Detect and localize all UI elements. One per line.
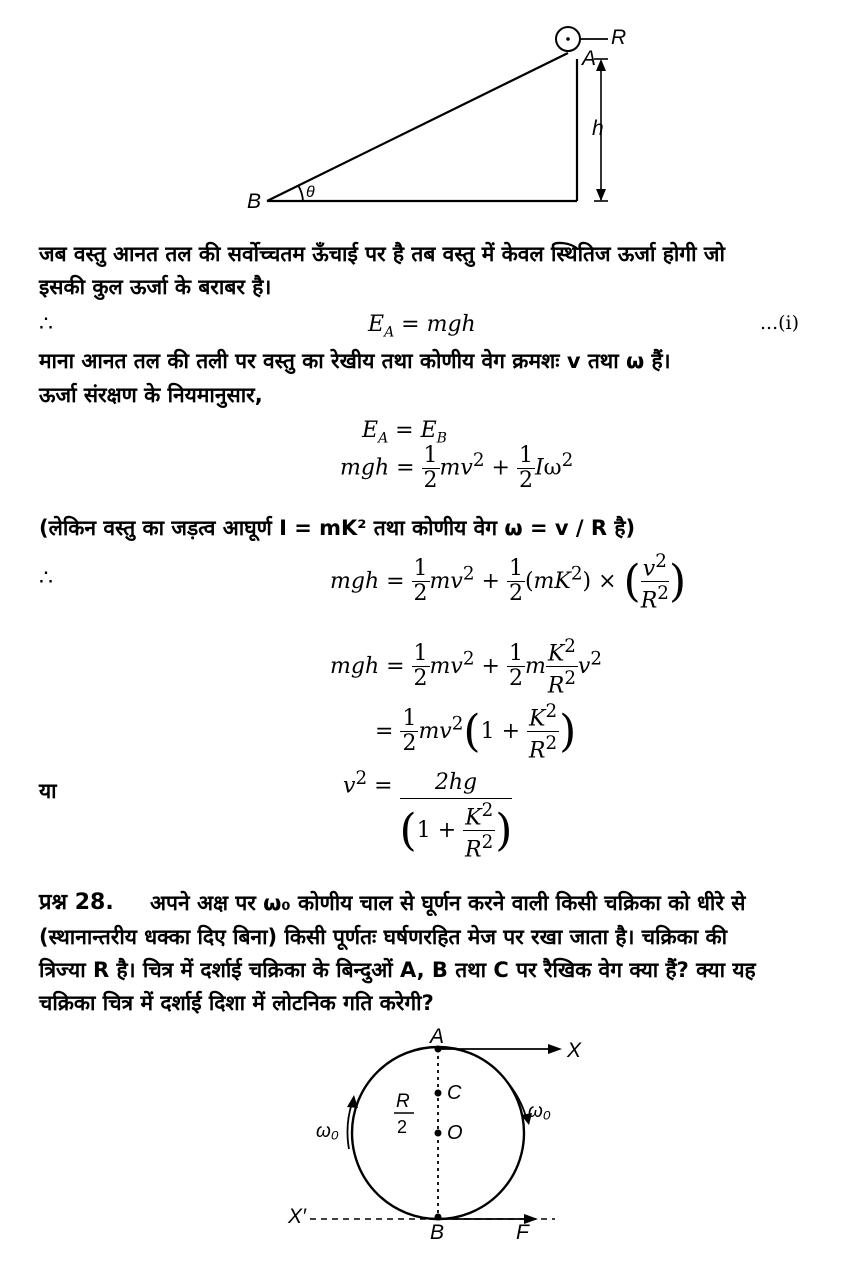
label-X-prime: X′: [288, 1205, 306, 1228]
label-A2: A: [430, 1025, 445, 1048]
equation-energy-1: mgh = $\frac{1}{2}$ $mv^2$ + $\frac{1}{2}$ $I\omega^2$: [340, 443, 574, 493]
label-theta: θ: [306, 184, 315, 201]
question-line4: चक्रिका चित्र में दर्शाई दिशा में लोटनिक गति करेगी?: [39, 991, 434, 1015]
question-label: प्रश्न 28.: [39, 890, 114, 915]
equation-1-tag: ...(i): [760, 312, 800, 334]
label-B: B: [247, 190, 262, 213]
question-line1: अपने अक्ष पर ω₀ कोणीय चाल से घूर्णन करने वाली किसी चक्रिका को धीरे से: [150, 891, 746, 915]
question-line2: (स्थानान्तरीय धक्का दिए बिना) किसी पूर्णतः घर्षणरहित मेज पर रखा जाता है। चक्रिका की: [39, 925, 728, 949]
para1-line1: जब वस्तु आनत तल की सर्वोच्चतम ऊँचाई पर है तब वस्तु में केवल स्थितिज ऊर्जा होगी जो: [39, 242, 725, 266]
label-R2: R: [396, 1091, 410, 1112]
therefore-symbol: ∴: [39, 312, 53, 337]
equation-velocity: $v^2$ = 2hg (1 + $\frac{K^2}{R^2}$ ): [343, 768, 513, 863]
label-two: 2: [397, 1117, 408, 1137]
question-line3: त्रिज्या R है। चित्र में दर्शाई चक्रिका के बिन्दुओं A, B तथा C पर रैखिक वेग क्या हैं? क्या यह: [39, 958, 756, 982]
equation-energy-3: mgh = $\frac{1}{2}$ $mv^2$ + $\frac{1}{2}$ m $\frac{K^2}{R^2}$ $v^2$: [330, 636, 603, 699]
label-F: F: [516, 1221, 529, 1244]
equation-energy-2: mgh = $\frac{1}{2}$ $mv^2$ + $\frac{1}{2}$ $(mK^2)$ × ( $\frac{v^2}{R^2}$ ): [330, 551, 687, 614]
disc-figure: [280, 1025, 600, 1265]
equation-1: $E_A$ = mgh: [368, 312, 476, 341]
equation-energy-equal: $E_A = E_B$: [362, 418, 447, 447]
label-X: X: [567, 1039, 582, 1062]
label-omega-left: ω₀: [316, 1121, 339, 1142]
label-A: A: [582, 47, 597, 70]
label-R: R: [611, 26, 627, 49]
para2: माना आनत तल की तली पर वस्तु का रेखीय तथा कोणीय वेग क्रमशः v तथा ω हैं।: [39, 349, 671, 373]
label-C: C: [447, 1082, 462, 1104]
label-B2: B: [430, 1221, 445, 1244]
label-O: O: [447, 1122, 463, 1144]
para1-line2: इसकी कुल ऊर्जा के बराबर है।: [39, 275, 272, 299]
therefore-symbol-2: ∴: [39, 566, 53, 591]
inclined-plane-figure: [240, 15, 640, 215]
label-h: h: [592, 117, 604, 140]
para4: (लेकिन वस्तु का जड़त्व आघूर्ण I = mK² तथा कोणीय वेग ω = v / R है): [39, 516, 636, 540]
para3: ऊर्जा संरक्षण के नियमानुसार,: [39, 383, 263, 407]
label-omega-right: ω₀: [528, 1101, 551, 1122]
equation-energy-4: = $\frac{1}{2}$ $mv^2(1$ + $\frac{K^2}{R^2}$ ): [375, 701, 577, 764]
ya-label: या: [39, 779, 57, 803]
